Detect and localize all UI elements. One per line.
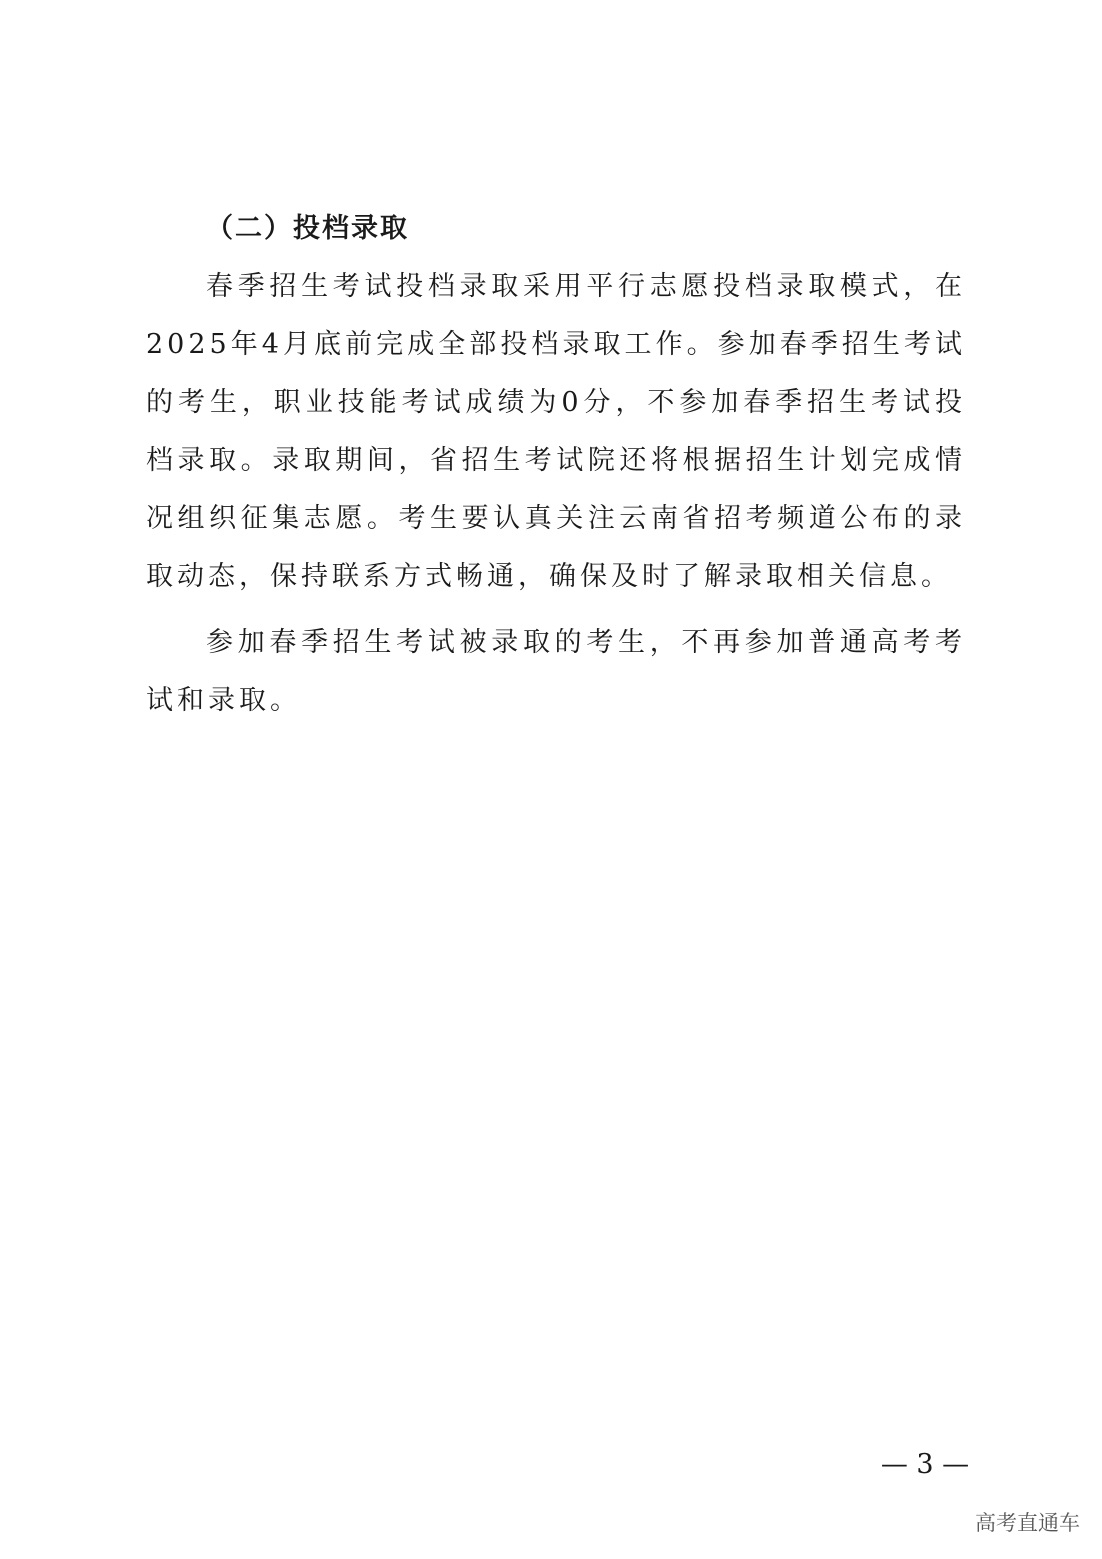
paragraph-no-gaokao: 参加春季招生考试被录取的考生，不再参加普通高考考试和录取。: [146, 627, 966, 716]
document-body: [146, 204, 966, 730]
page-number: — 3 —: [880, 1449, 970, 1480]
section-heading: （二）投档录取: [206, 213, 409, 244]
paragraph-admission: 春季招生考试投档录取采用平行志愿投档录取模式，在2025年4月底前完成全部投档录取工作。参加春季招生考试的考生，职业技能考试成绩为0分，不参加春季招生考试投档录取。录取期间，省招生考试院还将根据招生计划完成情况组织征集志愿。考生要认真关注云南省招考频道公布的录取动态，保持联系方式畅通，确保及时了解录取相关信息。: [146, 271, 966, 592]
watermark-text: 高考直通车: [975, 1511, 1080, 1535]
